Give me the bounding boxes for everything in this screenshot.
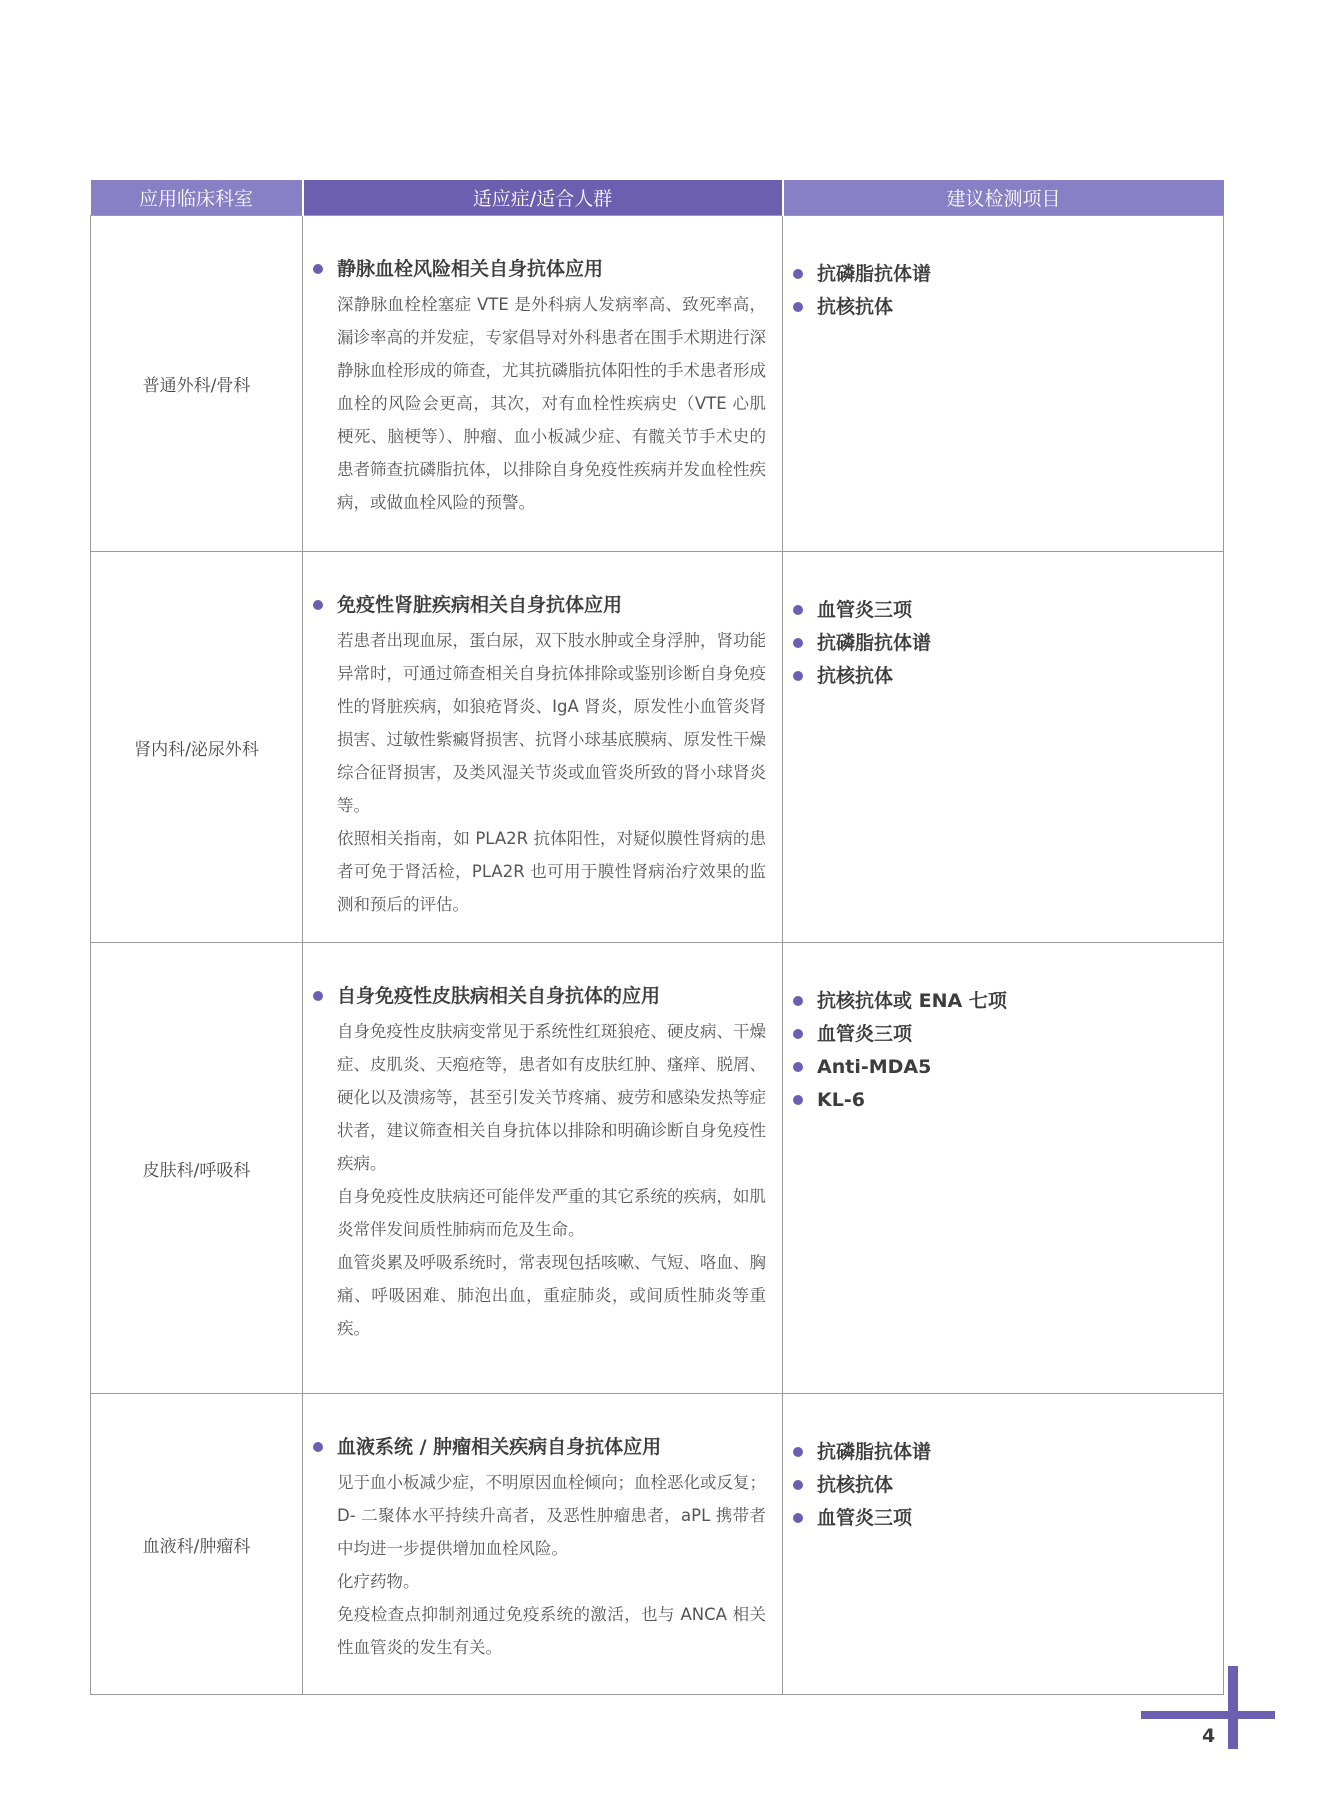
- indication-paragraph: 化疗药物。: [337, 1572, 420, 1591]
- indication-paragraph: 自身免疫性皮肤病变常见于系统性红斑狼疮、硬皮病、干燥症、皮肌炎、天疱疮等，患者如有皮肤红肿、瘙痒、脱屑、硬化以及溃疡等，甚至引发关节疼痛、疲劳和感染发热等症状者，建议筛查相关自身抗体以排除和明确诊断自身免疫性疾病。: [337, 1022, 766, 1173]
- test-item: [817, 1084, 1213, 1117]
- indication-title-text: 血液系统 / 肿瘤相关疾病自身抗体应用: [337, 1436, 662, 1458]
- table-row: [91, 1394, 1224, 1695]
- test-item: [817, 594, 1213, 627]
- bullet-icon: [793, 996, 803, 1006]
- test-item: [817, 1502, 1213, 1535]
- dept-cell: 肾内科/泌尿外科: [91, 552, 303, 943]
- indication-cell: [303, 1394, 783, 1695]
- bullet-icon: [793, 269, 803, 279]
- test-item-label: 抗磷脂抗体谱: [817, 632, 932, 654]
- test-item: [817, 1436, 1213, 1469]
- indication-paragraph: 见于血小板减少症，不明原因血栓倾向；血栓恶化或反复；D- 二聚体水平持续升高者，及恶性肿瘤患者，aPL 携带者中均进一步提供增加血栓风险。: [337, 1473, 766, 1558]
- table-row: [91, 552, 1224, 943]
- bullet-icon: [313, 991, 323, 1001]
- bullet-icon: [313, 1442, 323, 1452]
- indication-paragraph: 深静脉血栓栓塞症 VTE 是外科病人发病率高、致死率高，漏诊率高的并发症，专家倡导对外科患者在围手术期进行深静脉血栓形成的筛查，尤其抗磷脂抗体阳性的手术患者形成血栓的风险会更高，其次，对有血栓性疾病史（VTE 心肌梗死、脑梗等）、肿瘤、血小板减少症、有髋关节手术史的患者筛查抗磷脂抗体，以排除自身免疫性疾病并发血栓性疾病，或做血栓风险的预警。: [337, 295, 766, 512]
- tests-cell: [783, 943, 1224, 1394]
- header-dept: 应用临床科室: [91, 180, 303, 216]
- tests-cell: [783, 1394, 1224, 1695]
- bullet-icon: [793, 1029, 803, 1039]
- indication-text: [337, 624, 766, 921]
- tests-cell: [783, 216, 1224, 552]
- bullet-icon: [793, 1480, 803, 1490]
- bullet-icon: [793, 1447, 803, 1457]
- bullet-icon: [793, 1062, 803, 1072]
- indication-paragraph: 自身免疫性皮肤病还可能伴发严重的其它系统的疾病，如肌炎常伴发间质性肺病而危及生命。: [337, 1187, 766, 1239]
- test-item: [817, 291, 1213, 324]
- test-item-label: 血管炎三项: [817, 1023, 913, 1045]
- bullet-icon: [793, 1513, 803, 1523]
- indication-paragraph: 免疫检查点抑制剂通过免疫系统的激活，也与 ANCA 相关性血管炎的发生有关。: [337, 1605, 766, 1657]
- indication-text: [337, 1466, 766, 1664]
- indication-text: [337, 1015, 766, 1345]
- indication-cell: [303, 552, 783, 943]
- test-item: [817, 627, 1213, 660]
- tests-cell: [783, 552, 1224, 943]
- test-item-label: 抗核抗体或 ENA 七项: [817, 990, 1007, 1012]
- indication-title-text: 自身免疫性皮肤病相关自身抗体的应用: [337, 985, 661, 1007]
- test-item-label: 血管炎三项: [817, 599, 913, 621]
- bullet-icon: [313, 264, 323, 274]
- indication-title: [337, 1434, 766, 1460]
- test-item-label: 抗核抗体: [817, 296, 894, 318]
- indication-text: [337, 288, 766, 519]
- test-item-label: 抗核抗体: [817, 665, 894, 687]
- dept-cell: 血液科/肿瘤科: [91, 1394, 303, 1695]
- table-row: [91, 943, 1224, 1394]
- indication-cell: [303, 216, 783, 552]
- test-item: [817, 1018, 1213, 1051]
- bullet-icon: [793, 605, 803, 615]
- bullet-icon: [793, 302, 803, 312]
- table-row: [91, 216, 1224, 552]
- dept-cell: 普通外科/骨科: [91, 216, 303, 552]
- table-header: [91, 180, 1224, 216]
- indication-title: [337, 592, 766, 618]
- plus-decoration-horizontal: [1141, 1711, 1275, 1719]
- bullet-icon: [793, 671, 803, 681]
- test-item-label: 抗核抗体: [817, 1474, 894, 1496]
- header-indication: 适应症/适合人群: [303, 180, 783, 216]
- test-item-label: KL-6: [817, 1089, 865, 1111]
- test-item-label: Anti-MDA5: [817, 1056, 932, 1078]
- header-tests: 建议检测项目: [783, 180, 1224, 216]
- clinical-table: [90, 180, 1224, 1695]
- indication-title: [337, 983, 766, 1009]
- test-item-label: 血管炎三项: [817, 1507, 913, 1529]
- indication-title-text: 免疫性肾脏疾病相关自身抗体应用: [337, 594, 623, 616]
- dept-cell: 皮肤科/呼吸科: [91, 943, 303, 1394]
- test-item-label: 抗磷脂抗体谱: [817, 1441, 932, 1463]
- page-number: 4: [1202, 1725, 1216, 1747]
- indication-paragraph: 血管炎累及呼吸系统时，常表现包括咳嗽、气短、咯血、胸痛、呼吸困难、肺泡出血，重症肺炎，或间质性肺炎等重疾。: [337, 1253, 766, 1338]
- indication-title: [337, 256, 766, 282]
- plus-decoration-vertical: [1228, 1666, 1238, 1749]
- test-item: [817, 1469, 1213, 1502]
- indication-title-text: 静脉血栓风险相关自身抗体应用: [337, 258, 604, 280]
- test-item: [817, 660, 1213, 693]
- test-item-label: 抗磷脂抗体谱: [817, 263, 932, 285]
- bullet-icon: [793, 1095, 803, 1105]
- indication-cell: [303, 943, 783, 1394]
- test-item: [817, 985, 1213, 1018]
- test-item: [817, 258, 1213, 291]
- indication-paragraph: 若患者出现血尿，蛋白尿，双下肢水肿或全身浮肿，肾功能异常时，可通过筛查相关自身抗体排除或鉴别诊断自身免疫性的肾脏疾病，如狼疮肾炎、IgA 肾炎，原发性小血管炎肾损害、过敏性紫癜肾损害、抗肾小球基底膜病、原发性干燥综合征肾损害，及类风湿关节炎或血管炎所致的肾小球肾炎等。: [337, 631, 766, 815]
- test-item: [817, 1051, 1213, 1084]
- bullet-icon: [313, 600, 323, 610]
- indication-paragraph: 依照相关指南，如 PLA2R 抗体阳性，对疑似膜性肾病的患者可免于肾活检，PLA2R 也可用于膜性肾病治疗效果的监测和预后的评估。: [337, 829, 766, 914]
- bullet-icon: [793, 638, 803, 648]
